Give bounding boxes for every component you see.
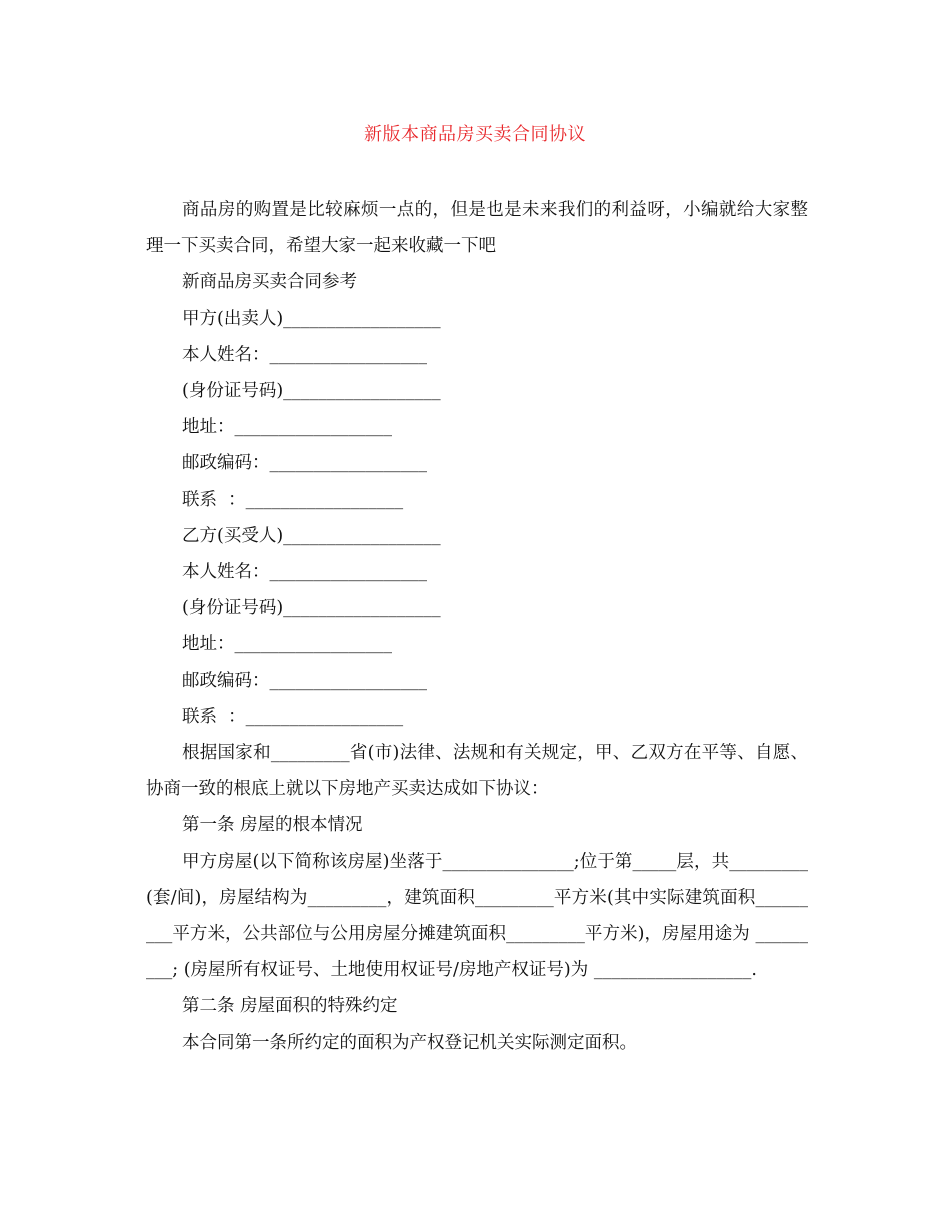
- party-b-contact: 联系 ：__________________: [182, 706, 404, 727]
- subtitle: 新商品房买卖合同参考: [182, 272, 357, 293]
- party-a-name: 本人姓名：__________________: [182, 344, 427, 365]
- party-b-heading: 乙方(买受人)__________________: [182, 525, 441, 546]
- article-1-body: 甲方房屋(以下简称该房屋)坐落于_______________;位于第_____层，共_________(套/间)，房屋结构为_________，建筑面积_________平方米(其中实际建筑面积_________平方米，公共部位与公用房屋分摊建筑面积_________平方米)，房屋用途为 _________; (房屋所有权证号、土地使用权证号/房地产权证号)为 __________________.: [146, 851, 808, 981]
- party-a-address: 地址：__________________: [182, 417, 392, 438]
- article-2-body: 本合同第一条所约定的面积为产权登记机关实际测定面积。: [182, 1032, 637, 1053]
- party-a-heading: 甲方(出卖人)__________________: [182, 308, 441, 329]
- party-a-contact: 联系 ：__________________: [182, 489, 404, 510]
- party-b-id: (身份证号码)__________________: [182, 598, 441, 619]
- party-b-postcode: 邮政编码：__________________: [182, 670, 427, 691]
- party-a-id: (身份证号码)__________________: [182, 381, 441, 402]
- party-b-address: 地址：__________________: [182, 634, 392, 655]
- preamble-paragraph: 根据国家和_________省(市)法律、法规和有关规定，甲、乙双方在平等、自愿、协商一致的根底上就以下房地产买卖达成如下协议：: [146, 743, 808, 800]
- article-2-title: 第二条 房屋面积的特殊约定: [182, 996, 398, 1017]
- party-b-name: 本人姓名：__________________: [182, 562, 427, 583]
- party-a-postcode: 邮政编码：__________________: [182, 453, 427, 474]
- intro-paragraph: 商品房的购置是比较麻烦一点的，但是也是未来我们的利益呀，小编就给大家整理一下买卖合同，希望大家一起来收藏一下吧: [146, 200, 808, 257]
- article-1-title: 第一条 房屋的根本情况: [182, 815, 363, 836]
- document-title: 新版本商品房买卖合同协议: [364, 124, 586, 145]
- document-body: [146, 192, 808, 1061]
